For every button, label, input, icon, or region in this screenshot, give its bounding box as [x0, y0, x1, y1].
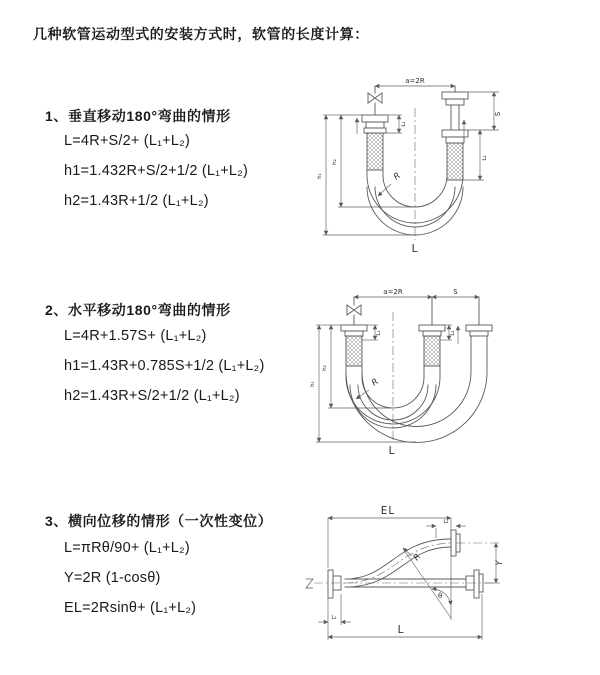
- hose-curves: [346, 352, 487, 442]
- dim-label-L1: L₁: [331, 615, 337, 621]
- dimension-end-right: [463, 130, 488, 180]
- dim-label-h1: h₁: [317, 173, 323, 179]
- dim-label-S: S: [453, 288, 458, 296]
- dim-label-L1: L₁: [376, 330, 382, 336]
- dimension-top-span: [375, 77, 455, 86]
- valve-icon: [368, 93, 382, 103]
- radius-callout: [378, 171, 403, 196]
- dim-label-EL: EL: [380, 505, 396, 517]
- section-3-formula-L: L=πRθ/90+ (L₁+L₂): [64, 540, 190, 556]
- hose-s-curve: [345, 539, 451, 587]
- dim-label-L2: L₂: [450, 330, 456, 336]
- section-3-formula-Y: Y=2R (1-cosθ): [64, 570, 161, 586]
- dim-label-h2: h₂: [322, 365, 328, 371]
- length-label: L: [411, 243, 419, 255]
- section-2-formula-h1: h1=1.43R+0.785S+1/2 (L₁+L₂): [64, 358, 265, 374]
- braided-hose-section: [367, 133, 383, 170]
- dimension-end-left: [383, 115, 407, 133]
- dim-label-S: S: [494, 111, 502, 117]
- section-3-heading: 3、横向位移的情形（一次性变位）: [45, 513, 273, 529]
- section-1-formula-h2: h2=1.43R+1/2 (L₁+L₂): [64, 193, 209, 209]
- left-flange: [328, 570, 341, 598]
- valve-icon: [347, 305, 361, 315]
- dimension-stroke-S: [432, 288, 479, 297]
- braided-hose-section: [346, 336, 362, 366]
- radius-label: R: [369, 376, 381, 389]
- section-1-formula-h1: h1=1.432R+S/2+1/2 (L₁+L₂): [64, 163, 249, 179]
- angle-label: θ: [438, 592, 443, 600]
- dimension-top-span: [354, 288, 432, 297]
- dim-label-a2r: a=2R: [383, 288, 403, 296]
- diagram-vertical-180-bend: [312, 70, 597, 265]
- dimension-end-left: [362, 325, 382, 340]
- radius-label: R: [391, 170, 403, 183]
- braided-hose-section: [424, 336, 440, 366]
- section-1-heading: 1、垂直移动180°弯曲的情形: [45, 108, 231, 124]
- left-stub-fitting: [341, 297, 367, 366]
- radius-callout: [403, 548, 423, 563]
- lower-right-flange: [466, 570, 483, 598]
- dim-label-h1: h₁: [310, 381, 316, 387]
- page-title: 几种软管运动型式的安装方式时，软管的长度计算：: [33, 26, 369, 42]
- radius-label: R: [411, 551, 424, 563]
- dimension-end-right: [440, 325, 456, 340]
- break-symbol: [306, 579, 313, 588]
- diagram-horizontal-180-bend: [308, 282, 598, 462]
- dimension-stroke-S: [468, 92, 502, 130]
- section-2-formula-L: L=4R+1.57S+ (L₁+L₂): [64, 328, 207, 344]
- section-2-heading: 2、水平移动180°弯曲的情形: [45, 302, 231, 318]
- braided-hose-section: [447, 143, 463, 180]
- dimension-Y: [485, 543, 505, 583]
- dimension-L: [328, 594, 482, 640]
- angle-callout: [404, 550, 451, 618]
- middle-stub-fitting: [419, 297, 445, 366]
- left-leg-fitting: [362, 86, 388, 170]
- dimension-end-left: [318, 594, 351, 625]
- section-2-formula-h2: h2=1.43R+S/2+1/2 (L₁+L₂): [64, 388, 240, 404]
- dim-label-L1: L₁: [401, 121, 407, 127]
- dim-label-L2: L₂: [443, 519, 449, 525]
- section-3-formula-EL: EL=2Rsinθ+ (L₁+L₂): [64, 600, 197, 616]
- section-1-formula-L: L=4R+S/2+ (L₁+L₂): [64, 133, 190, 149]
- dim-label-h2: h₂: [332, 159, 338, 165]
- diagram-lateral-displacement: [298, 498, 598, 650]
- dim-label-L2: L₂: [482, 155, 488, 161]
- length-label: L: [388, 445, 396, 457]
- dim-label-L: L: [397, 624, 405, 636]
- dim-label-a2r: a=2R: [405, 77, 425, 85]
- dim-label-Y: Y: [495, 560, 505, 566]
- right-stub-fitting: [466, 297, 492, 352]
